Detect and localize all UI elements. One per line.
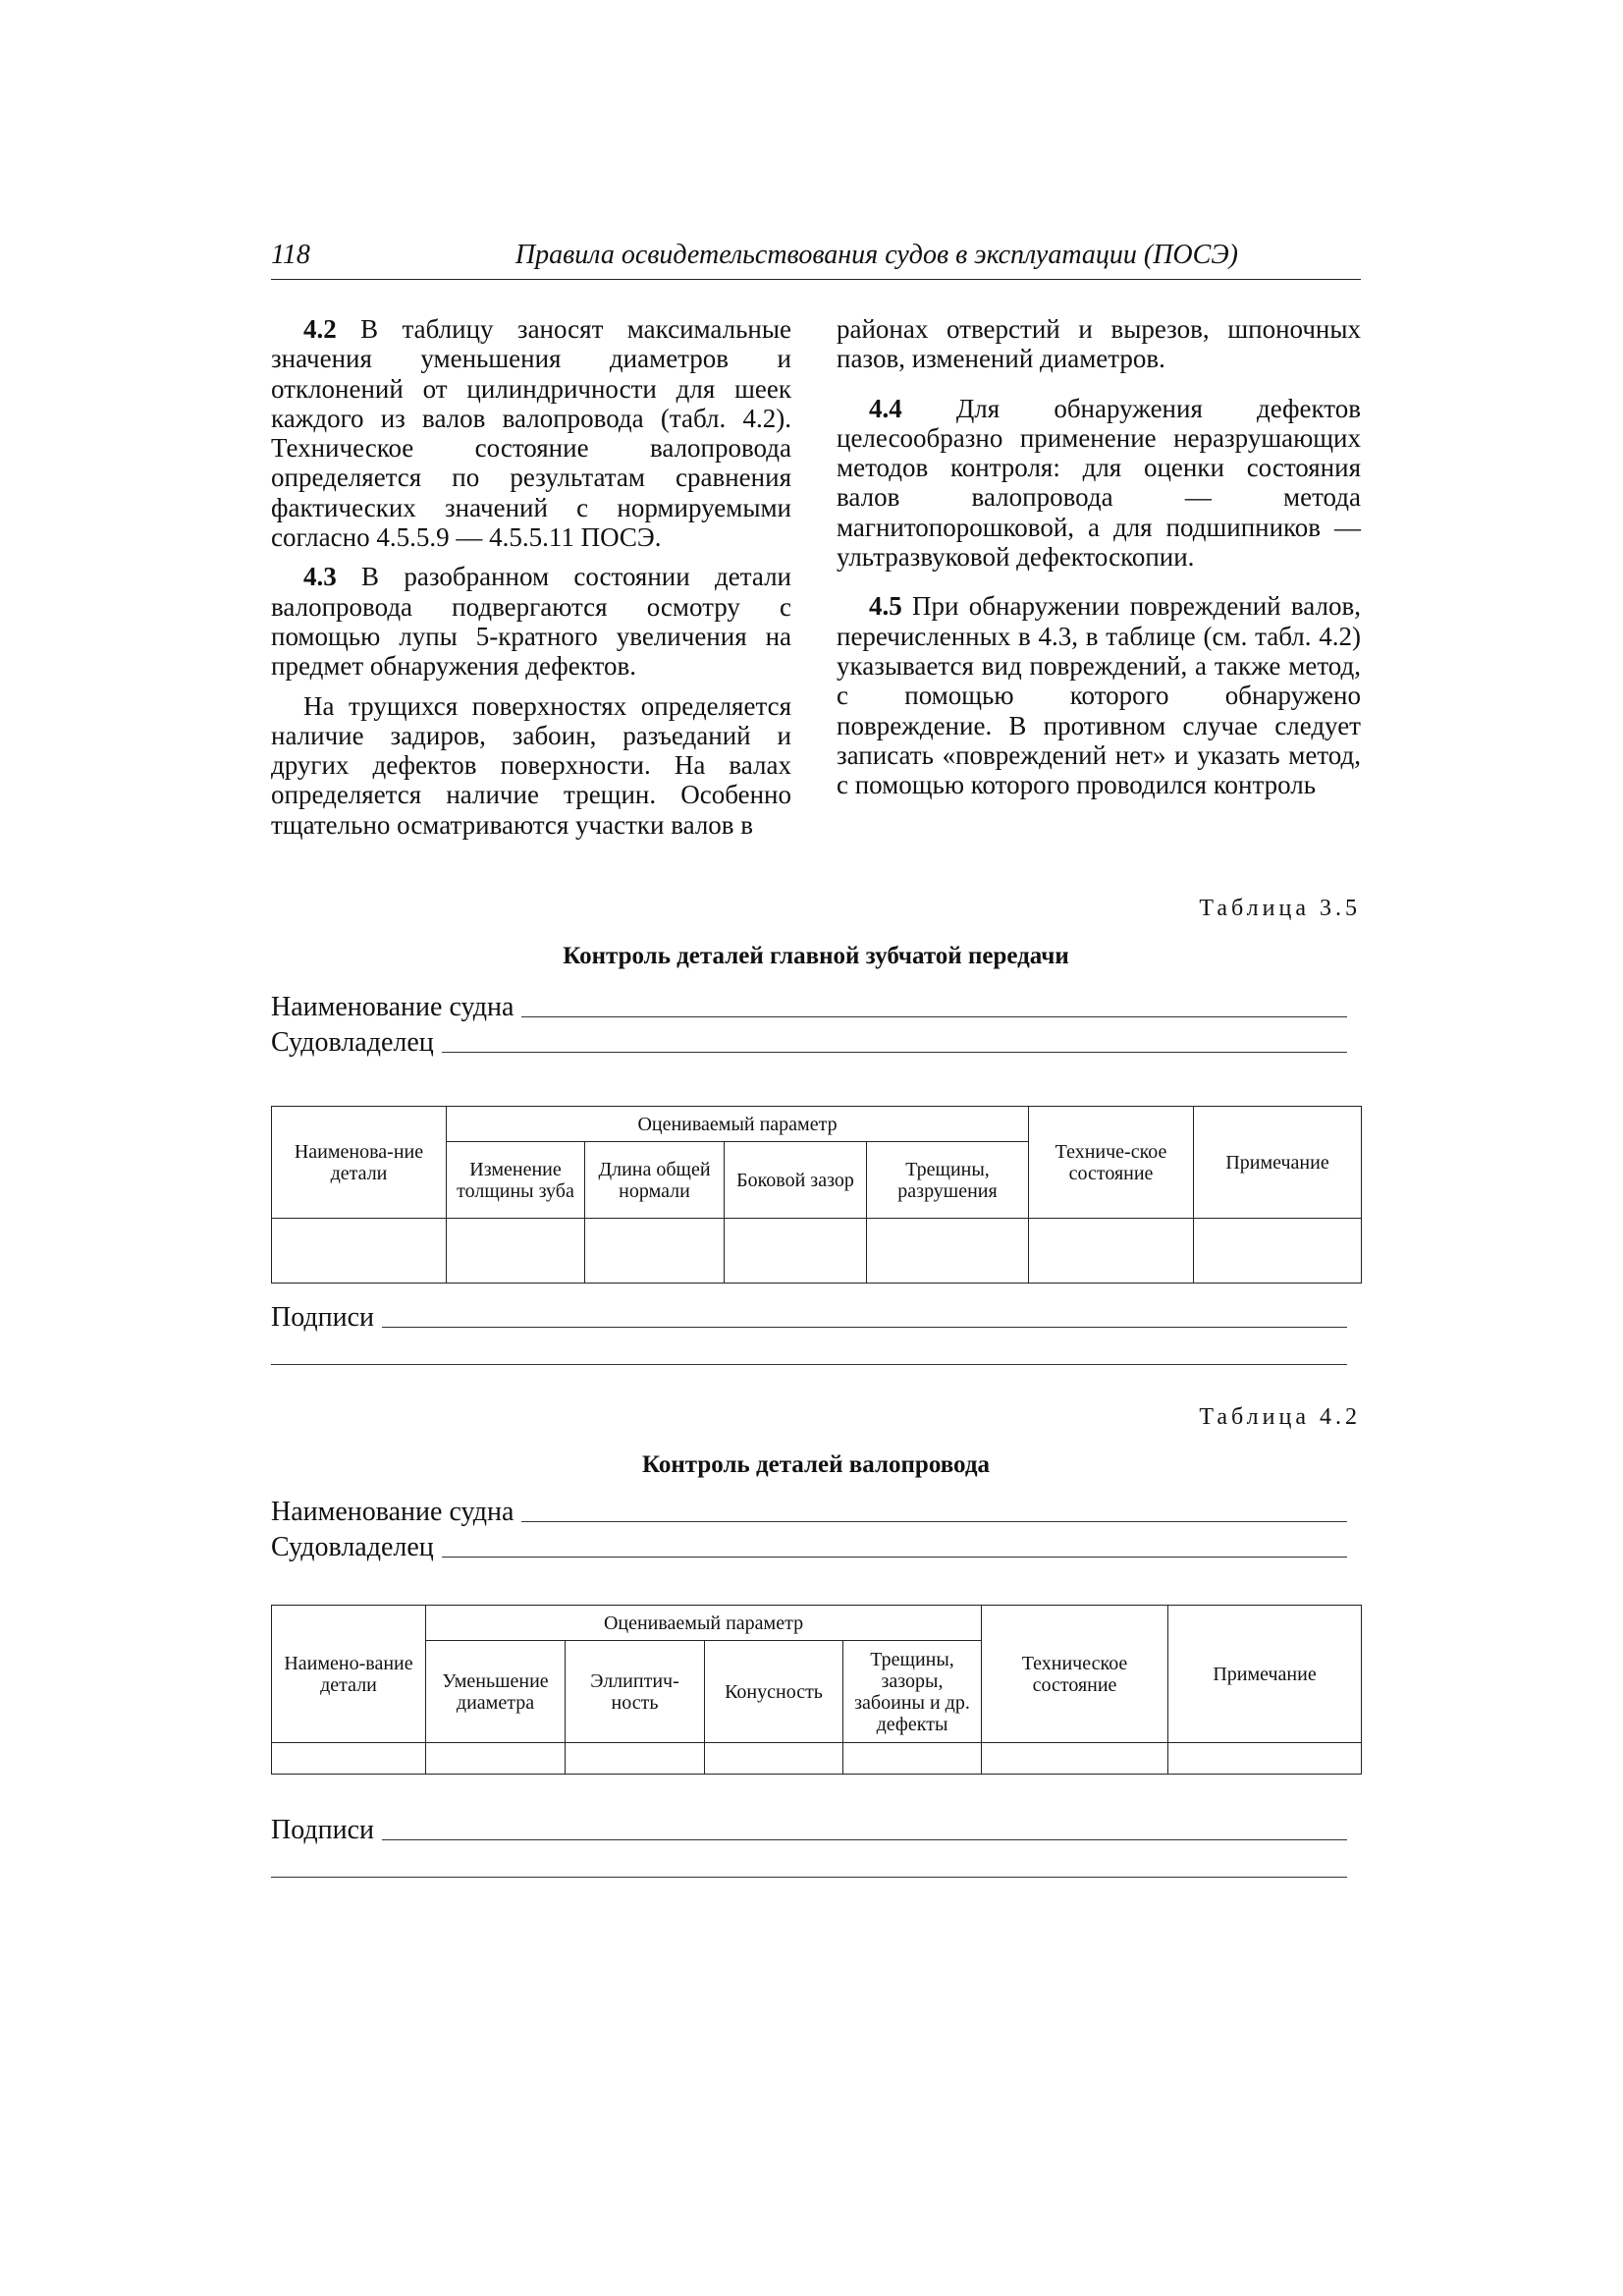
empty-cell	[705, 1743, 843, 1775]
fill-line	[521, 1015, 1347, 1017]
empty-cell	[447, 1219, 585, 1284]
ship-owner-label: Судовладелец	[271, 1532, 434, 1562]
table-3-5	[271, 1106, 1362, 1284]
paragraph-4-4	[837, 394, 1361, 573]
header-backlash: Боковой зазор	[725, 1142, 867, 1219]
empty-cell	[272, 1743, 426, 1775]
vessel-name-line	[271, 1495, 1347, 1528]
paragraph-4-3-end: районах отверстий и вырезов, шпоночных пазов, изменений диаметров.	[837, 314, 1361, 374]
paragraph-text: Для обнаружения дефектов целесообразно применение неразрушающих методов контроля: для оценки состояния валов валопровода — метода магнитопорошковой, а для подшипников — ультразвуковой дефектоскопии.	[837, 393, 1361, 573]
header-cracks: Трещины, разрушения	[867, 1142, 1029, 1219]
left-column	[271, 314, 791, 840]
page-number: 118	[271, 240, 310, 270]
empty-cell	[867, 1219, 1029, 1284]
empty-cell	[1194, 1219, 1362, 1284]
right-column	[837, 314, 1361, 799]
header-part-name: Наимено-вание детали	[272, 1606, 426, 1743]
header-technical-condition: Техниче-ское состояние	[1029, 1107, 1194, 1219]
header-note: Примечание	[1194, 1107, 1362, 1219]
vessel-name-line	[271, 990, 1347, 1023]
fill-line	[382, 1326, 1347, 1328]
clause-number: 4.3	[303, 562, 337, 592]
empty-cell	[426, 1743, 566, 1775]
header-part-name: Наименова-ние детали	[272, 1107, 447, 1219]
paragraph-4-3	[271, 562, 791, 681]
table-row	[272, 1219, 1362, 1284]
empty-cell	[982, 1743, 1168, 1775]
fill-line	[442, 1556, 1347, 1558]
clause-number: 4.5	[869, 591, 902, 622]
signatures-label: Подписи	[271, 1815, 375, 1845]
header-common-normal-length: Длина общей нормали	[585, 1142, 725, 1219]
paragraph-4-2	[271, 314, 791, 552]
running-title: Правила освидетельствования судов в эксплуатации (ПОСЭ)	[514, 240, 1238, 270]
table-4-2-caption: Таблица 4.2	[1199, 1404, 1361, 1430]
paragraph-text: В таблицу заносят максимальные значения уменьшения диаметров и отклонений от цилиндричности для шеек каждого из валов валопровода (табл. 4.2). Техническое состояние валопровода определяется по результатам сравнения фактических значений с нормируемыми согласно 4.5.5.9 — 4.5.5.11 ПОСЭ.	[271, 314, 791, 553]
ship-owner-line	[271, 1530, 1347, 1563]
fill-line	[271, 1363, 1347, 1365]
header-technical-condition: Техническое состояние	[982, 1606, 1168, 1743]
ship-owner-line	[271, 1025, 1347, 1059]
fill-line	[521, 1520, 1347, 1522]
paragraph-text: В разобранном состоянии детали валопровода подвергаются осмотру с помощью лупы 5-кратного увеличения на предмет обнаружения дефектов.	[271, 562, 791, 682]
clause-number: 4.4	[869, 393, 902, 423]
fill-line	[442, 1051, 1347, 1053]
table-3-5-title: Контроль деталей главной зубчатой передачи	[563, 943, 1069, 969]
empty-cell	[843, 1743, 982, 1775]
table-3-5-caption: Таблица 3.5	[1199, 896, 1361, 921]
vessel-name-label: Наименование судна	[271, 1497, 514, 1527]
header-evaluated-parameter: Оцениваемый параметр	[426, 1606, 982, 1641]
paragraph-4-3-continued: На трущихся поверхностях определяется наличие задиров, забоин, разъеданий и других дефектов поверхности. На валах определяется наличие трещин. Особенно тщательно осматриваются участки валов в	[271, 690, 791, 840]
table-row	[272, 1743, 1362, 1775]
header-taper: Конусность	[705, 1641, 843, 1743]
table-4-2-title: Контроль деталей валопровода	[642, 1451, 990, 1478]
signatures-line	[271, 1300, 1347, 1334]
empty-cell	[272, 1219, 447, 1284]
empty-cell	[1168, 1743, 1362, 1775]
paragraph-4-5	[837, 591, 1361, 799]
empty-cell	[566, 1743, 705, 1775]
fill-line	[382, 1838, 1347, 1840]
signatures-line	[271, 1813, 1347, 1846]
ship-owner-label: Судовладелец	[271, 1027, 434, 1058]
header-cracks-defects: Трещины, зазоры, забоины и др. дефекты	[843, 1641, 982, 1743]
header-ellipticity: Эллиптич-ность	[566, 1641, 705, 1743]
signatures-label: Подписи	[271, 1302, 375, 1333]
empty-cell	[1029, 1219, 1194, 1284]
paragraph-text: При обнаружении повреждений валов, перечисленных в 4.3, в таблице (см. табл. 4.2) указывается вид повреждений, а также метод, с помощью которого обнаружено повреждение. В противном случае следует записать «повреждений нет» и указать метод, с помощью которого проводился контроль	[837, 591, 1361, 800]
header-note: Примечание	[1168, 1606, 1362, 1743]
fill-line	[271, 1876, 1347, 1878]
running-header	[271, 240, 1361, 280]
header-tooth-thickness: Изменение толщины зуба	[447, 1142, 585, 1219]
table-4-2	[271, 1605, 1362, 1775]
header-evaluated-parameter: Оцениваемый параметр	[447, 1107, 1029, 1142]
vessel-name-label: Наименование судна	[271, 992, 514, 1022]
empty-cell	[585, 1219, 725, 1284]
clause-number: 4.2	[303, 314, 337, 344]
empty-cell	[725, 1219, 867, 1284]
header-diameter-reduction: Уменьшение диаметра	[426, 1641, 566, 1743]
